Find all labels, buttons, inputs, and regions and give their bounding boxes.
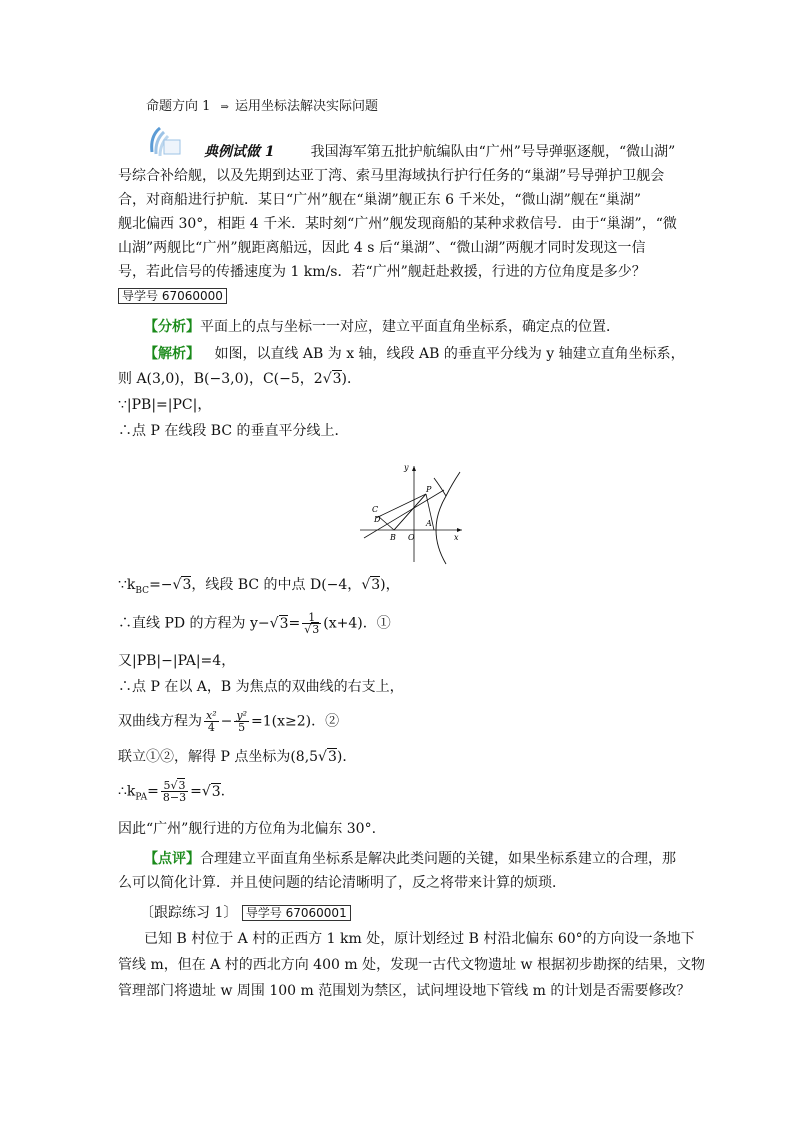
text-6b: = [288,615,301,632]
practice-line-1: 已知 B 村位于 A 村的正西方 1 km 处，原计划经过 B 村沿北偏东 60°的方向设一条地下 [144,931,695,947]
text-6a: ∴直线 PD 的方程为 y− [118,615,270,632]
text-5a: ∵k [118,577,136,593]
example-code-line [118,285,684,307]
example-lead: 典例试做 1 [204,144,275,160]
practice-header [140,902,706,924]
solution-line-5: $\because k_{BC}=-√3$，线段 BC 的中点 D(−4，√3)， [118,577,400,596]
solution-text-2: 则 A(3,0)，B(−3,0)，C(−5，2 [118,371,323,387]
example-line-5: 山湖”两舰比“广州”舰距离船远，因此 4 s 后“巢湖”、“微山湖”两舰才同时发现这一信 [118,240,646,256]
solution-line-9 [118,710,684,733]
sqrt-5b: 3 [371,577,381,593]
example-line-6: 号，若此信号的传播速度为 1 km/s．若“广州”舰赶赴救援，行进的方位角度是多少？ [118,264,646,280]
heading-title: 运用坐标法解决实际问题 [234,99,378,114]
solution-line-12: 因此“广州”舰行进的方位角为北偏东 30°. [118,821,377,837]
solution-line-1 [144,343,710,365]
axis-label-x: x [454,533,459,542]
text-10b: )． [336,749,357,765]
solution-text-1: 如图，以直线 AB 为 x 轴，线段 AB 的垂直平分线为 y 轴建立直角坐标系， [214,346,685,362]
text-11a: ∴k [118,783,136,800]
solution-line-4: ∴点 P 在线段 BC 的垂直平分线上． [118,423,349,439]
solution-line-6: ∴直线 PD 的方程为 y−√3= $\frac{1}{√3}$ (x+4)．① [118,611,391,636]
solution-line-11: $\therefore k_{PA}=$ $\frac{5√3}{8-3}$ =√3. [118,779,226,804]
analysis-text: 平面上的点与坐标一一对应，建立平面直角坐标系，确定点的位置． [200,319,620,335]
example-text-1: 我国海军第五批护航编队由“广州”号导弹驱逐舰，“微山湖” [310,144,676,160]
solution-line-7: 又|PB|−|PA|=4， [118,653,236,669]
sqrt-5: 3 [182,577,192,593]
section-heading [146,96,712,119]
arrow-icon: ⇒ [220,102,229,113]
analysis-tag: 【分析】 [144,319,200,335]
example-icon [146,122,184,160]
practice-tag: 〔跟踪练习 1〕 [140,905,238,921]
fraction-9b [234,710,249,733]
sub-11: PA [135,792,148,803]
den-6: 3 [312,623,320,636]
solution-line-2: 则 A(3,0)，B(−3,0)，C(−5，2√3)． [118,371,361,387]
text-9mid: − [220,713,233,730]
num-9b: y² [236,709,247,722]
solution-text-2-end: )． [341,371,361,387]
practice-line-2: 管线 m，但在 A 村的西北方向 400 m 处，发现一古代文物遗址 w 根据初步勘探的结果，文物 [118,957,705,973]
text-11c: = [190,783,202,800]
hyperbola-figure [356,462,468,566]
text-9b: =1(x≥2)．② [250,713,340,730]
solution-tag: 【解析】 [144,346,200,362]
sqrt-10: 3 [327,749,337,765]
point-label-a: A [426,519,432,528]
review-line-2: 么可以简化计算．并且使问题的结论清晰明了，反之将带来计算的烦琐． [118,875,566,891]
point-label-d: D [374,515,381,524]
axis-label-y: y [404,463,409,472]
text-11d: . [220,783,226,800]
num-11-sqrt: 3 [178,779,186,792]
fraction-6: $\frac{1}{√3}$ [304,611,320,636]
practice-code: 导学号 67060001 [242,905,351,921]
text-10a: 联立①②，解得 P 点坐标为(8,5 [118,749,319,765]
solution-line-8: ∴点 P 在以 A，B 为焦点的双曲线的右支上， [118,679,404,695]
den-9b: 5 [238,721,246,734]
text-5c: ，线段 BC 的中点 D(−4， [191,577,362,593]
analysis-line [144,316,710,338]
text-6c: (x+4)．① [323,615,391,632]
text-5b: =− [149,577,173,593]
example-line-2: 号综合补给舰，以及先期到达亚丁湾、索马里海域执行护行任务的“巢湖”号导弹护卫舰会 [118,168,665,184]
review-tag: 【点评】 [144,851,200,867]
text-9a: 双曲线方程为 [118,713,202,730]
fraction-9a [204,710,219,733]
text-5d: )， [380,577,400,593]
num-9a: x² [206,709,217,722]
point-label-b: B [390,533,396,542]
origin-label: O [408,533,415,542]
point-label-c: C [372,505,379,514]
fraction-11: $\frac{5√3}{8-3}$ [162,779,187,804]
point-label-p: P [426,485,432,494]
review-line-1 [144,848,710,870]
num-11a: 5 [163,779,171,792]
solution-line-3: ∵|PB|=|PC|， [118,397,212,413]
solution-line-10: 联立①②，解得 P 点坐标为(8,5√3)． [118,749,357,765]
num-6: 1 [302,612,321,624]
sqrt-value: 3 [332,371,342,387]
example-line-4: 舰北偏西 30°，相距 4 千米．某时刻“广州”舰发现商船的某种求救信号．由于“巢湖”，“微 [118,216,677,232]
sqrt-6: 3 [279,615,289,632]
text-11b: = [147,783,159,800]
sub-5: BC [135,585,150,596]
example-code: 导学号 67060000 [118,288,227,304]
heading-label: 命题方向 1 [146,99,211,114]
den-11: 8−3 [162,791,187,804]
review-text-1: 合理建立平面直角坐标系是解决此类问题的关键，如果坐标系建立的合理，那 [200,851,676,867]
sqrt-11: 3 [211,783,221,800]
example-line-3: 合，对商船进行护航．某日“广州”舰在“巢湖”舰正东 6 千米处，“微山湖”舰在“巢湖” [118,192,642,208]
example-line-1 [204,141,770,163]
den-9a: 4 [207,721,215,734]
practice-line-3: 管理部门将遗址 w 周围 100 m 范围划为禁区，试问埋设地下管线 m 的计划是否需要修改？ [118,983,691,999]
